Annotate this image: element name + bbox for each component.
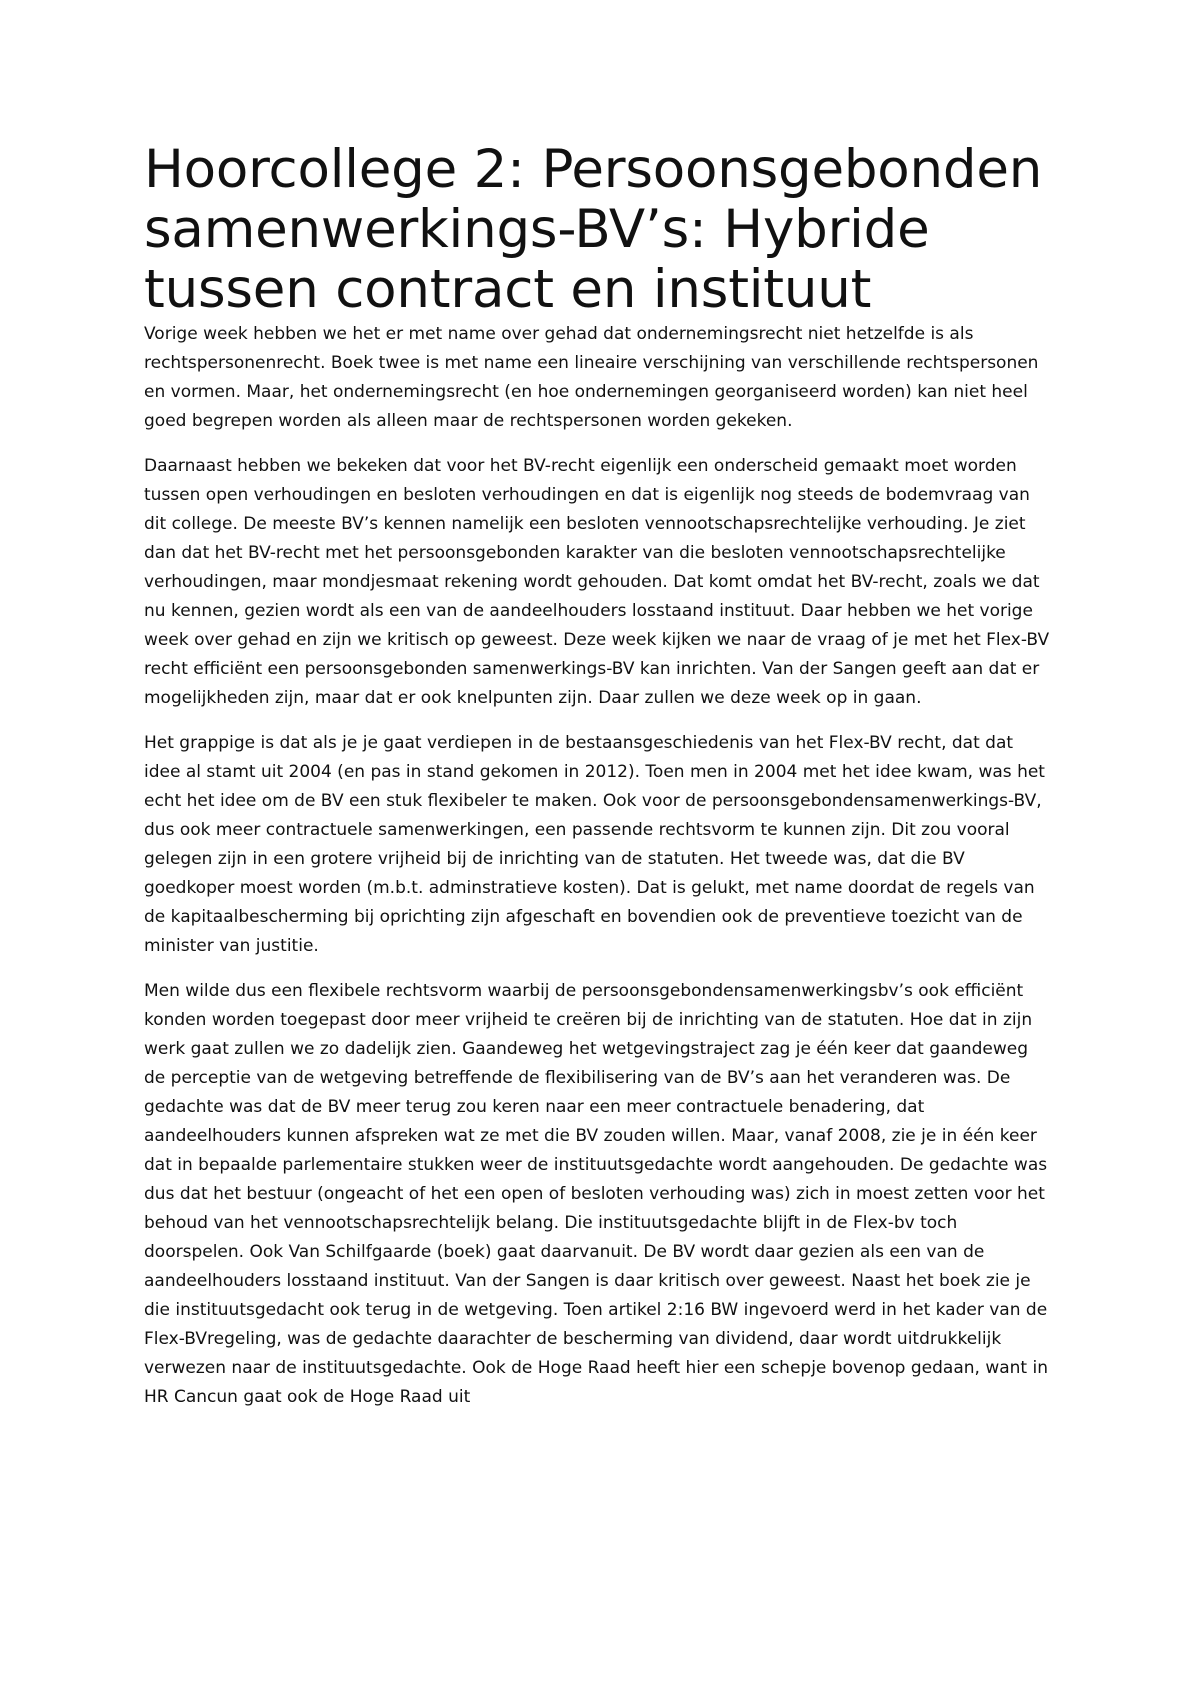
document-body	[144, 140, 1054, 1428]
paragraph-4: Men wilde dus een flexibele rechtsvorm waarbij de persoonsgebondensamenwerkingsbv’s ook efficiënt konden worden toegepast door meer vrijheid te creëren bij de inrichting van de statuten. Hoe dat in zijn werk gaat zullen we zo dadelijk zien. Gaandeweg het wetgevingstraject zag je één keer dat gaandeweg de perceptie van de wetgeving betreffende de flexibilisering van de BV’s aan het veranderen was. De gedachte was dat de BV meer terug zou keren naar een meer contractuele benadering, dat aandeelhouders kunnen afspreken wat ze met die BV zouden willen. Maar, vanaf 2008, zie je in één keer dat in bepaalde parlementaire stukken weer de instituutsgedachte wordt aangehouden. De gedachte was dus dat het bestuur (ongeacht of het een open of besloten verhouding was) zich in moest zetten voor het behoud van het vennootschapsrechtelijk belang. Die instituutsgedachte blijft in de Flex-bv toch doorspelen. Ook Van Schilfgaarde (boek) gaat daarvanuit. De BV wordt daar gezien als een van de aandeelhouders losstaand instituut. Van der Sangen is daar kritisch over geweest. Naast het boek zie je die instituutsgedacht ook terug in de wetgeving. Toen artikel 2:16 BW ingevoerd werd in het kader van de Flex-BVregeling, was de gedachte daarachter de bescherming van dividend, daar wordt uitdrukkelijk verwezen naar de instituutsgedachte. Ook de Hoge Raad heeft hier een schepje bovenop gedaan, want in HR Cancun gaat ook de Hoge Raad uit	[144, 981, 1048, 1407]
page-title: Hoorcollege 2: Persoonsgebonden samenwerkings-BV’s: Hybride tussen contract en instituut	[144, 139, 1043, 320]
paragraph-2: Daarnaast hebben we bekeken dat voor het BV-recht eigenlijk een onderscheid gemaakt moet worden tussen open verhoudingen en besloten verhoudingen en dat is eigenlijk nog steeds de bodemvraag van dit college. De meeste BV’s kennen namelijk een besloten vennootschapsrechtelijke verhouding. Je ziet dan dat het BV-recht met het persoonsgebonden karakter van die besloten vennootschapsrechtelijke verhoudingen, maar mondjesmaat rekening wordt gehouden. Dat komt omdat het BV-recht, zoals we dat nu kennen, gezien wordt als een van de aandeelhouders losstaand instituut. Daar hebben we het vorige week over gehad en zijn we kritisch op geweest. Deze week kijken we naar de vraag of je met het Flex-BV recht efficiënt een persoonsgebonden samenwerkings-BV kan inrichten. Van der Sangen geeft aan dat er mogelijkheden zijn, maar dat er ook knelpunten zijn. Daar zullen we deze week op in gaan.	[144, 456, 1050, 708]
paragraph-1: Vorige week hebben we het er met name over gehad dat ondernemingsrecht niet hetzelfde is als rechtspersonenrecht. Boek twee is met name een lineaire verschijning van verschillende rechtspersonen en vormen. Maar, het ondernemingsrecht (en hoe ondernemingen georganiseerd worden) kan niet heel goed begrepen worden als alleen maar de rechtspersonen worden gekeken.	[144, 324, 1039, 431]
paragraph-3: Het grappige is dat als je je gaat verdiepen in de bestaansgeschiedenis van het Flex-BV recht, dat dat idee al stamt uit 2004 (en pas in stand gekomen in 2012). Toen men in 2004 met het idee kwam, was het echt het idee om de BV een stuk flexibeler te maken. Ook voor de persoonsgebondensamenwerkings-BV, dus ook meer contractuele samenwerkingen, een passende rechtsvorm te kunnen zijn. Dit zou vooral gelegen zijn in een grotere vrijheid bij de inrichting van de statuten. Het tweede was, dat die BV goedkoper moest worden (m.b.t. adminstratieve kosten). Dat is gelukt, met name doordat de regels van de kapitaalbescherming bij oprichting zijn afgeschaft en bovendien ook de preventieve toezicht van de minister van justitie.	[144, 733, 1045, 956]
